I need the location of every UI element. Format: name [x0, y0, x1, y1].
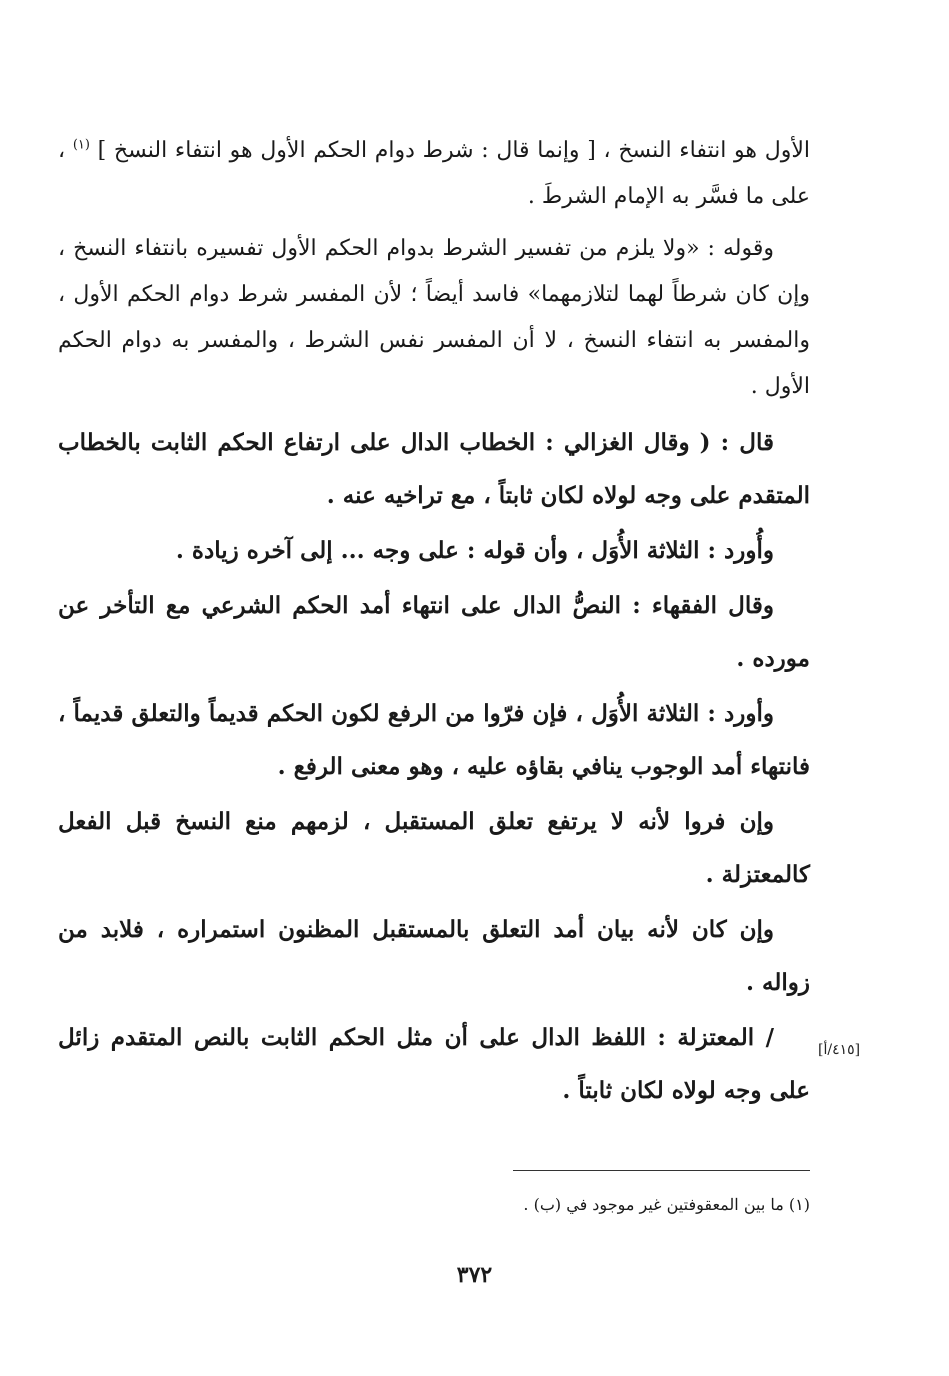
paragraph-1 [58, 128, 810, 220]
page-number: ٣٧٢ [456, 1262, 493, 1288]
footnote: (١) ما بين المعقوفتين غير موجود في (ب) . [523, 1195, 810, 1214]
footnote-divider [513, 1170, 810, 1171]
paragraph-4: وأُورد : الثلاثة الأُوَل ، وأن قوله : على وجه ... إلى آخره زيادة . [175, 537, 774, 564]
paragraph-1-text: الأول هو انتفاء النسخ ، [ وإنما قال : شرط دوام الحكم الأول هو انتفاء النسخ ] [97, 138, 810, 163]
paragraph-1-tail: ، على ما فسَّر به الإمام الشرطَ . [58, 138, 810, 209]
paragraph-5: وقال الفقهاء : النصُّ الدال على انتهاء أمد الحكم الشرعي مع التأخر عن مورده . [58, 592, 810, 672]
paragraph-8: وإن كان لأنه بيان أمد التعلق بالمستقبل المظنون استمراره ، فلابد من زواله . [58, 916, 810, 996]
page-body [58, 128, 810, 1119]
paragraph-9: / المعتزلة : اللفظ الدال على أن مثل الحكم الثابت بالنص المتقدم زائل على وجه لولاه لكان ثابتاً . [58, 1024, 810, 1104]
paragraph-7: وإن فروا لأنه لا يرتفع تعلق المستقبل ، لزمهم منع النسخ قبل الفعل كالمعتزلة . [58, 808, 810, 888]
footnote-ref: (١) [72, 137, 90, 153]
paragraph-6: وأورد : الثلاثة الأُوَل ، فإن فرّوا من الرفع لكون الحكم قديماً والتعلق قديماً ، فانتهاء أمد الوجوب ينافي بقاؤه عليه ، وهو معنى الرفع . [58, 700, 810, 780]
margin-folio-note: [٤١٥/أ] [818, 1042, 861, 1058]
paragraph-2: وقوله : «ولا يلزم من تفسير الشرط بدوام الحكم الأول تفسيره بانتفاء النسخ ، وإن كان شرطاً لهما لتلازمهما» فاسد أيضاً ؛ لأن المفسر شرط دوام الحكم الأول ، والمفسر به انتفاء النسخ ، لا أن المفسر نفس الشرط ، والمفسر به دوام الحكم الأول . [58, 236, 810, 399]
paragraph-3: قال : ( وقال الغزالي : الخطاب الدال على ارتفاع الحكم الثابت بالخطاب المتقدم على وجه لولاه لكان ثابتاً ، مع تراخيه عنه . [58, 429, 810, 509]
